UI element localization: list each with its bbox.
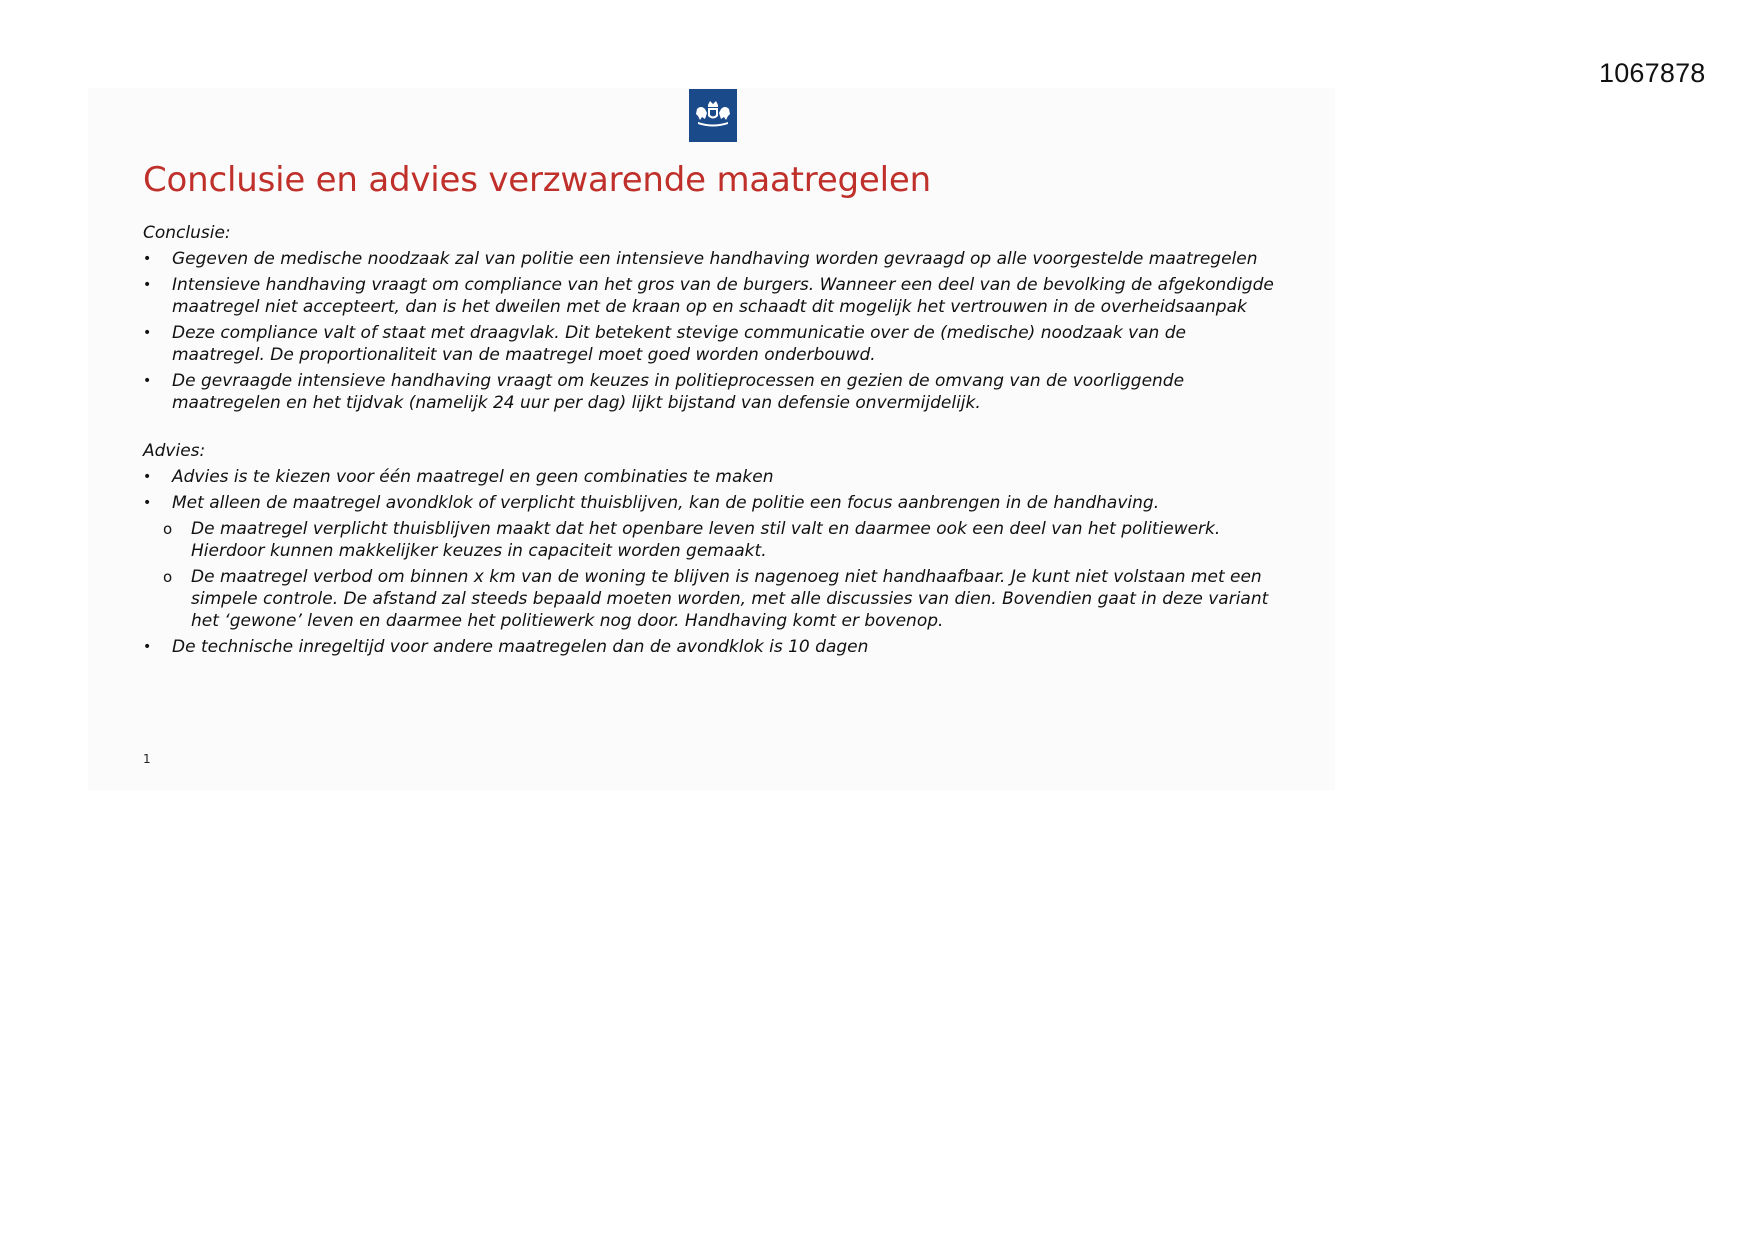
bullet-icon: •	[143, 495, 152, 511]
bullet-icon: •	[143, 639, 152, 655]
slide	[88, 88, 1335, 790]
conclusie-list	[143, 248, 1283, 414]
conclusie-item	[143, 370, 1283, 414]
rijksoverheid-logo	[689, 89, 737, 142]
advies-item	[143, 492, 1283, 514]
advies-heading: Advies:	[143, 441, 206, 461]
advies-final-list	[143, 636, 1283, 658]
page-number: 1	[143, 752, 151, 766]
advies-sub-item	[143, 566, 1283, 632]
slide-title: Conclusie en advies verzwarende maatregelen	[143, 160, 931, 200]
conclusie-item	[143, 274, 1283, 318]
coat-of-arms-icon	[694, 99, 732, 129]
advies-item-text: Met alleen de maatregel avondklok of verplicht thuisblijven, kan de politie een focus aanbrengen in de handhaving.	[172, 493, 1160, 513]
bullet-icon: •	[143, 277, 152, 293]
document-id-number: 1067878	[1599, 58, 1706, 88]
advies-item-text: De technische inregeltijd voor andere maatregelen dan de avondklok is 10 dagen	[172, 637, 869, 657]
section-spacer	[143, 418, 1283, 440]
advies-sub-item-text: De maatregel verplicht thuisblijven maakt dat het openbare leven stil valt en daarmee ook een deel van het politiewerk. Hierdoor kunnen makkelijker keuzes in capaciteit worden gemaakt.	[191, 519, 1221, 561]
bullet-icon: •	[143, 469, 152, 485]
advies-sub-list	[143, 518, 1283, 632]
conclusie-item-text: Deze compliance valt of staat met draagvlak. Dit betekent stevige communicatie over de (medische) noodzaak van de maatregel. De proportionaliteit van de maatregel moet goed worden onderbouwd.	[172, 323, 1186, 365]
bullet-icon: •	[143, 251, 152, 267]
advies-item	[143, 466, 1283, 488]
bullet-icon: •	[143, 325, 152, 341]
conclusie-item	[143, 322, 1283, 366]
conclusie-item-text: Gegeven de medische noodzaak zal van politie een intensieve handhaving worden gevraagd op alle voorgestelde maatregelen	[172, 249, 1258, 269]
bullet-icon: •	[143, 373, 152, 389]
advies-sub-item	[143, 518, 1283, 562]
circle-bullet-icon: o	[163, 520, 173, 538]
advies-item-text: Advies is te kiezen voor één maatregel en geen combinaties te maken	[172, 467, 774, 487]
conclusie-item	[143, 248, 1283, 270]
circle-bullet-icon: o	[163, 568, 173, 586]
conclusie-item-text: Intensieve handhaving vraagt om compliance van het gros van de burgers. Wanneer een deel van de bevolking de afgekondigde maatregel niet accepteert, dan is het dweilen met de kraan op en schaadt dit mogelijk het vertrouwen in de overheidsaanpak	[172, 275, 1274, 317]
conclusie-heading: Conclusie:	[143, 223, 231, 243]
conclusie-item-text: De gevraagde intensieve handhaving vraagt om keuzes in politieprocessen en gezien de omvang van de voorliggende maatregelen en het tijdvak (namelijk 24 uur per dag) lijkt bijstand van defensie onvermijdelijk.	[172, 371, 1185, 413]
advies-sub-item-text: De maatregel verbod om binnen x km van de woning te blijven is nagenoeg niet handhaafbaar. Je kunt niet volstaan met een simpele controle. De afstand zal steeds bepaald moeten worden, met alle discussies van dien. Bovendien gaat in deze variant het ‘gewone’ leven en daarmee het politiewerk nog door. Handhaving komt er bovenop.	[191, 567, 1269, 631]
advies-item	[143, 636, 1283, 658]
slide-content	[143, 222, 1283, 662]
advies-list	[143, 466, 1283, 514]
